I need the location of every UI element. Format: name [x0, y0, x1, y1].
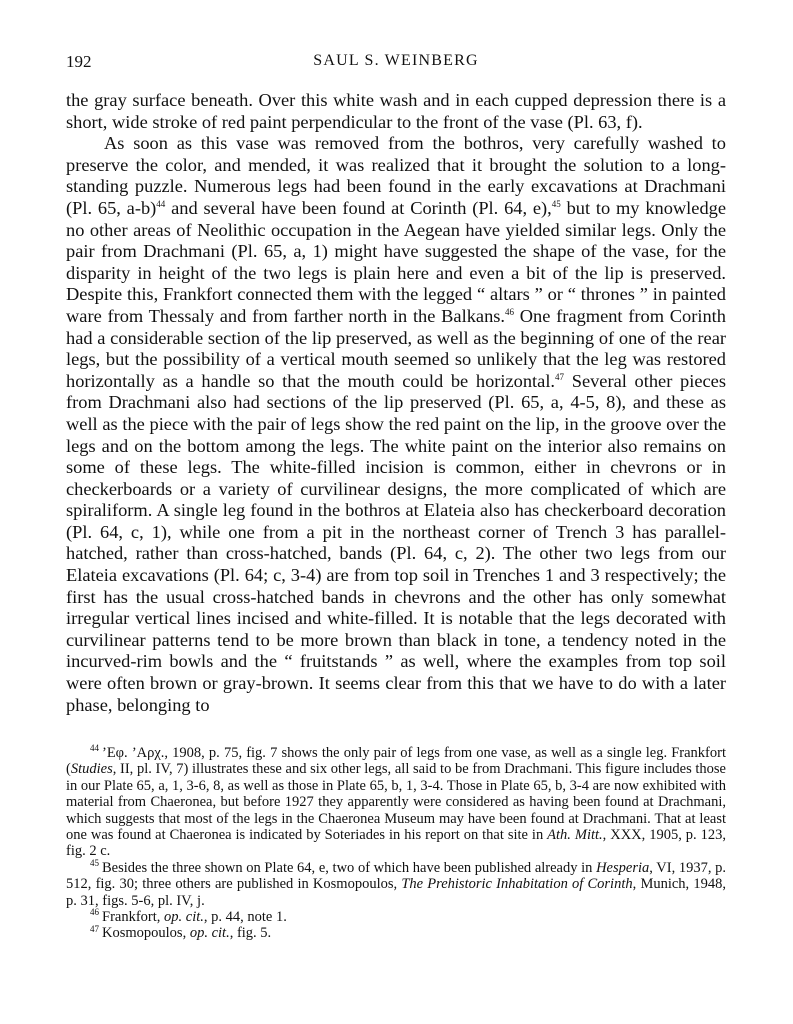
footnote-italic-title: The Prehistoric Inhabitation of Corinth — [401, 876, 633, 893]
footnote-text: , XXX, 1905, p. 123, fig. 2 c. — [66, 827, 726, 860]
footnote-47 — [66, 925, 726, 941]
footnote-italic-title: Studies — [70, 761, 113, 778]
footnote-italic-title: Ath. Mitt. — [547, 827, 603, 844]
footnote-italic-title: op. cit. — [189, 925, 230, 942]
footnote-number: 47 — [90, 923, 99, 934]
paragraph-1: the gray surface beneath. Over this white wash and in each cupped depression there is a short, wide stroke of red paint perpendicular to the front of the vase (Pl. 63, f). — [66, 90, 726, 132]
footnote-46 — [66, 909, 726, 925]
footnote-number: 45 — [90, 858, 99, 869]
footnote-number: 44 — [90, 743, 99, 754]
footnote-ref-47: 47 — [555, 371, 565, 382]
running-head: SAUL S. WEINBERG — [313, 52, 479, 69]
footnote-ref-46: 46 — [505, 306, 515, 317]
footnote-italic-title: op. cit. — [164, 909, 204, 926]
footnote-text: Besides the three shown on Plate 64, e, two of which have been published already in — [102, 859, 597, 876]
footnote-number: 46 — [90, 907, 99, 918]
paragraph-2-part-a: As soon as this vase was removed from the bothros, very carefully washed to preserve the color, and mended, it was realized that it brought the solution to a long-standing puzzle. Numerous legs had been found in the early excavations at Drachmani (Pl. 65, a-b) — [66, 133, 726, 218]
footnote-text: ’Eφ. ’Aρχ., 1908, p. 75, fig. 7 shows the only pair of legs from one vase, as well as a single leg. Frankfort ( — [66, 745, 726, 778]
footnote-text: , Munich, 1948, p. 31, figs. 5-6, pl. IV, j. — [66, 876, 726, 909]
footnotes — [66, 745, 726, 942]
footnote-text: , p. 44, note 1. — [203, 909, 287, 926]
paragraph-2-part-b: and several have been found at Corinth (Pl. 64, e), — [165, 197, 552, 218]
page-header — [66, 52, 726, 76]
footnote-44 — [66, 745, 726, 860]
footnote-text: , VI, 1937, p. 512, fig. 30; three others are published in Kosmopoulos, — [66, 859, 726, 893]
footnote-ref-45: 45 — [551, 198, 561, 209]
footnote-text: , II, pl. IV, 7) illustrates these and six other legs, all said to be from Drachmani. This figure includes those in our Plate 65, a, 1, 3-6, 8, as well as those in Plate 65, b, 1, 3-4. Those in Plate 65, b, 3-4 are now exhibited with material from Chaeronea, but before 1927 they apparently were considered as having been found at Drachmani, which suggests that most of the legs in the Chaeronea Museum may have been found at Drachmani. That at least one was found at Chaeronea is indicated by Soteriades in his report on that site in — [66, 761, 726, 844]
footnote-italic-title: Hesperia — [596, 859, 650, 876]
page-number: 192 — [66, 52, 92, 71]
footnote-ref-44: 44 — [156, 198, 166, 209]
footnote-text: Kosmopoulos, — [102, 925, 190, 942]
paragraph-2-part-e: Several other pieces from Drachmani also had sections of the lip preserved (Pl. 65, a, 4-5, 8), and these as well as the piece with the pair of legs show the red paint on the lip, in the groove over the legs and on the bottom among the legs. The white paint on the interior also remains on some of these legs. The white-filled incision is common, either in chevrons or in checkerboards or a variety of curvilinear designs, the more complicated of which are spiraliform. A single leg found in the bothros at Elateia also has checkerboard decoration (Pl. 64, c, 1), while one from a pit in the northeast corner of Trench 3 has parallel-hatched, rather than cross-hatched, bands (Pl. 64, c, 2). The other two legs from our Elateia excavations (Pl. 64; c, 3-4) are from top soil in Trenches 1 and 3 respectively; the first has the usual cross-hatched bands in chevrons and the other has only somewhat irregular vertical lines incised and white-filled. It is notable that the legs decorated with curvilinear patterns tend to be more brown than black in tone, a tendency noted in the incurved-rim bowls and the “ fruitstands ” as well, where the examples from top soil were often brown or gray-brown. It seems clear from this that we have to do with a later phase, belonging to — [66, 370, 726, 715]
paragraph-2-part-c: but to my knowledge no other areas of Neolithic occupation in the Aegean have yielded similar legs. Only the pair from Drachmani (Pl. 65, a, 1) might have suggested the shape of the vase, for the disparity in height of the two legs is plain here and even a bit of the lip is preserved. Despite this, Frankfort connected them with the legged “ altars ” or “ thrones ” in painted ware from Thessaly and from farther north in the Balkans. — [66, 197, 727, 326]
footnote-45 — [66, 860, 726, 909]
body-text — [66, 90, 726, 716]
footnote-text: , fig. 5. — [229, 925, 272, 942]
footnote-text: Frankfort, — [102, 909, 165, 926]
paragraph-2-part-d: One fragment from Corinth had a considerable section of the lip preserved, as well as the beginning of one of the rear legs, but the possibility of a vertical mouth seemed so unlikely that the leg was restored horizontally as a handle so that the mouth could be horizontal. — [66, 305, 726, 391]
paragraph-2 — [66, 133, 726, 716]
